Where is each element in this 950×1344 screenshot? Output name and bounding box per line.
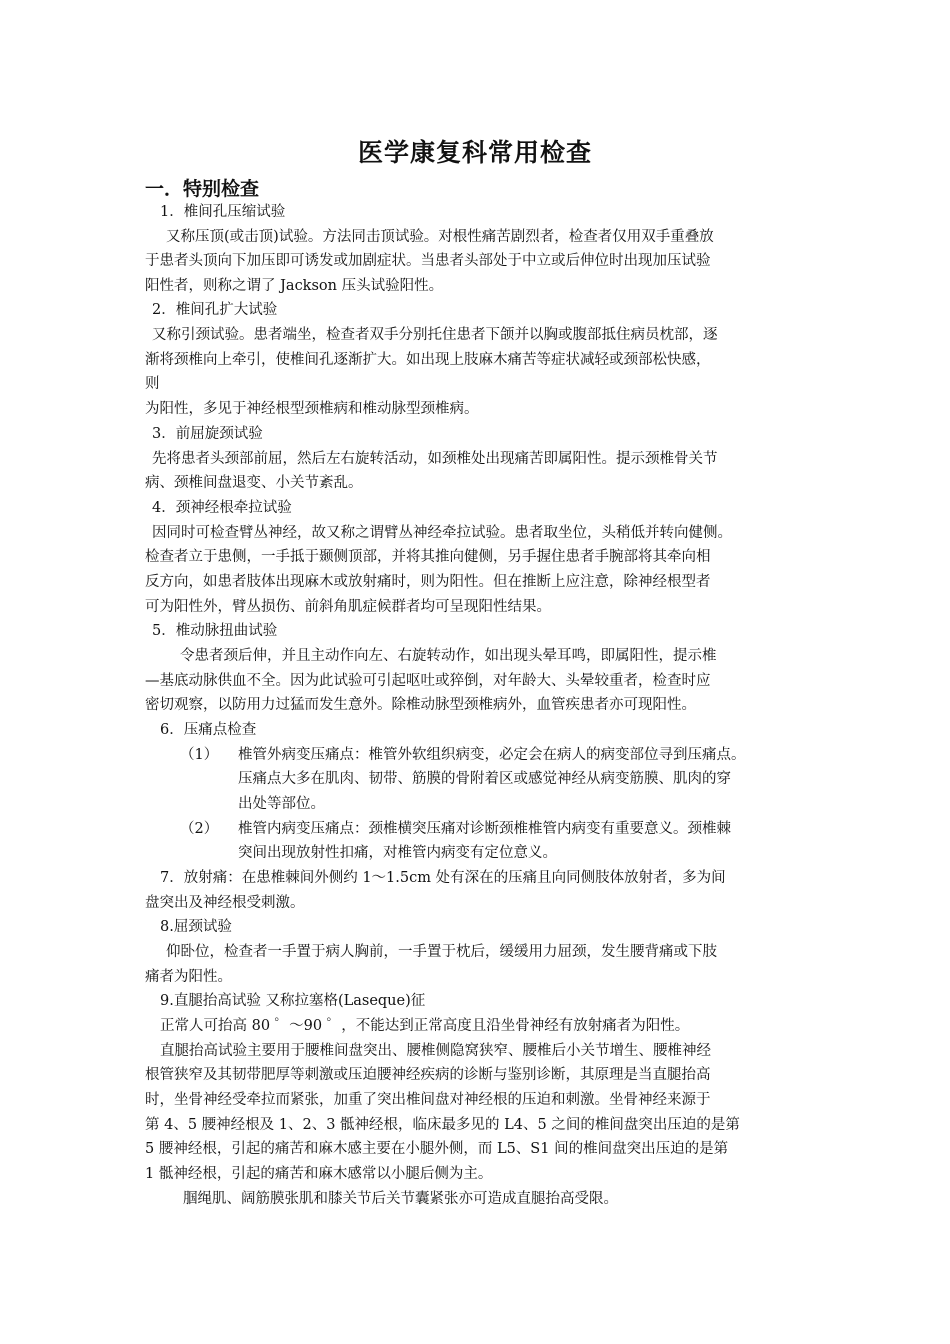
item-heading: 5．椎动脉扭曲试验 xyxy=(152,623,278,639)
paragraph-line: 1 骶神经根，引起的痛苦和麻木感常以小腿后侧为主。 xyxy=(145,1166,493,1182)
item-heading: 1．椎间孔压缩试验 xyxy=(160,204,286,220)
paragraph-line: 为阳性，多见于神经根型颈椎病和椎动脉型颈椎病。 xyxy=(145,401,479,417)
list-marker: （2） xyxy=(180,821,219,837)
paragraph-line: 腘绳肌、阔筋膜张肌和膝关节后关节囊紧张亦可造成直腿抬高受限。 xyxy=(183,1191,618,1207)
item-heading: 8.屈颈试验 xyxy=(160,919,232,935)
list-marker: （1） xyxy=(180,747,219,763)
paragraph-line: 阳性者，则称之谓了 Jackson 压头试验阳性。 xyxy=(145,278,444,294)
section-heading: 一．特别检查 xyxy=(145,178,260,200)
paragraph-line: 根管狭窄及其韧带肥厚等刺激或压迫腰神经疾病的诊断与鉴别诊断，其原理是当直腿抬高 xyxy=(145,1067,711,1083)
paragraph-line: 7．放射痛：在患椎棘间外侧约 1～1.5cm 处有深在的压痛且向同侧肢体放射者，多为间 xyxy=(160,870,726,886)
page-title: 医学康复科常用检查 xyxy=(357,138,592,167)
paragraph-line: 直腿抬高试验主要用于腰椎间盘突出、腰椎侧隐窝狭窄、腰椎后小关节增生、腰椎神经 xyxy=(160,1043,711,1059)
paragraph-line: 因同时可检查臂丛神经，故又称之谓臂丛神经牵拉试验。患者取坐位，头稍低并转向健侧。 xyxy=(152,525,732,541)
paragraph-line: 痛者为阳性。 xyxy=(145,969,232,985)
list-item-line: 突间出现放射性扣痛，对椎管内病变有定位意义。 xyxy=(238,845,557,861)
item-heading: 4．颈神经根牵拉试验 xyxy=(152,500,292,516)
paragraph-line: 反方向，如患者肢体出现麻木或放射痛时，则为阳性。但在推断上应注意，除神经根型者 xyxy=(145,574,711,590)
list-item-line: 椎管内病变压痛点：颈椎横突压痛对诊断颈椎椎管内病变有重要意义。颈椎棘 xyxy=(238,821,731,837)
paragraph-line: 则 xyxy=(145,376,160,392)
paragraph-line: —基底动脉供血不全。因为此试验可引起呕吐或猝倒，对年龄大、头晕较重者，检查时应 xyxy=(145,673,711,689)
paragraph-line: 5 腰神经根，引起的痛苦和麻木感主要在小腿外侧，而 L5、S1 间的椎间盘突出压迫的是第 xyxy=(145,1141,729,1157)
paragraph-line: 又称引颈试验。患者端坐，检查者双手分别托住患者下颌并以胸或腹部抵住病员枕部，逐 xyxy=(152,327,718,343)
paragraph-line: 可为阳性外，臂丛损伤、前斜角肌症候群者均可呈现阳性结果。 xyxy=(145,599,551,615)
paragraph-line: 仰卧位，检查者一手置于病人胸前，一手置于枕后，缓缓用力屈颈，发生腰背痛或下肢 xyxy=(166,944,717,960)
paragraph-line: 时，坐骨神经受牵拉而紧张，加重了突出椎间盘对神经根的压迫和刺激。坐骨神经来源于 xyxy=(145,1092,711,1108)
paragraph-line: 渐将颈椎向上牵引，使椎间孔逐渐扩大。如出现上肢麻木痛苦等症状减轻或颈部松快感， xyxy=(145,352,711,368)
paragraph-line: 又称压顶(或击顶)试验。方法同击顶试验。对根性痛苦剧烈者，检查者仅用双手重叠放 xyxy=(166,229,714,245)
paragraph-line: 先将患者头颈部前屈，然后左右旋转活动，如颈椎处出现痛苦即属阳性。提示颈椎骨关节 xyxy=(152,451,718,467)
paragraph-line: 于患者头顶向下加压即可诱发或加剧症状。当患者头部处于中立或后伸位时出现加压试验 xyxy=(145,253,711,269)
paragraph-line: 第 4、5 腰神经根及 1、2、3 骶神经根，临床最多见的 L4、5 之间的椎间盘突出压迫的是第 xyxy=(145,1117,740,1133)
paragraph-line: 病、颈椎间盘退变、小关节紊乱。 xyxy=(145,475,363,491)
paragraph-line: 盘突出及神经根受刺激。 xyxy=(145,895,305,911)
list-item-line: 出处等部位。 xyxy=(238,796,325,812)
item-heading: 9.直腿抬高试验 又称拉塞格(Laseque)征 xyxy=(160,993,426,1009)
item-heading: 3．前屈旋颈试验 xyxy=(152,426,263,442)
paragraph-line: 正常人可抬高 80 ゜～90 ゜，不能达到正常高度且沿坐骨神经有放射痛者为阳性。 xyxy=(160,1018,690,1034)
paragraph-line: 检查者立于患侧，一手抵于颞侧顶部，并将其推向健侧，另手握住患者手腕部将其牵向相 xyxy=(145,549,711,565)
paragraph-line: 令患者颈后伸，并且主动作向左、右旋转动作，如出现头晕耳鸣，即属阳性，提示椎 xyxy=(180,648,717,664)
list-item-line: 椎管外病变压痛点：椎管外软组织病变，必定会在病人的病变部位寻到压痛点。 xyxy=(238,747,746,763)
item-heading: 6．压痛点检查 xyxy=(160,722,257,738)
paragraph-line: 密切观察，以防用力过猛而发生意外。除椎动脉型颈椎病外，血管疾患者亦可现阳性。 xyxy=(145,697,696,713)
item-heading: 2．椎间孔扩大试验 xyxy=(152,302,278,318)
list-item-line: 压痛点大多在肌肉、韧带、筋膜的骨附着区或感觉神经从病变筋膜、肌肉的穿 xyxy=(238,771,731,787)
